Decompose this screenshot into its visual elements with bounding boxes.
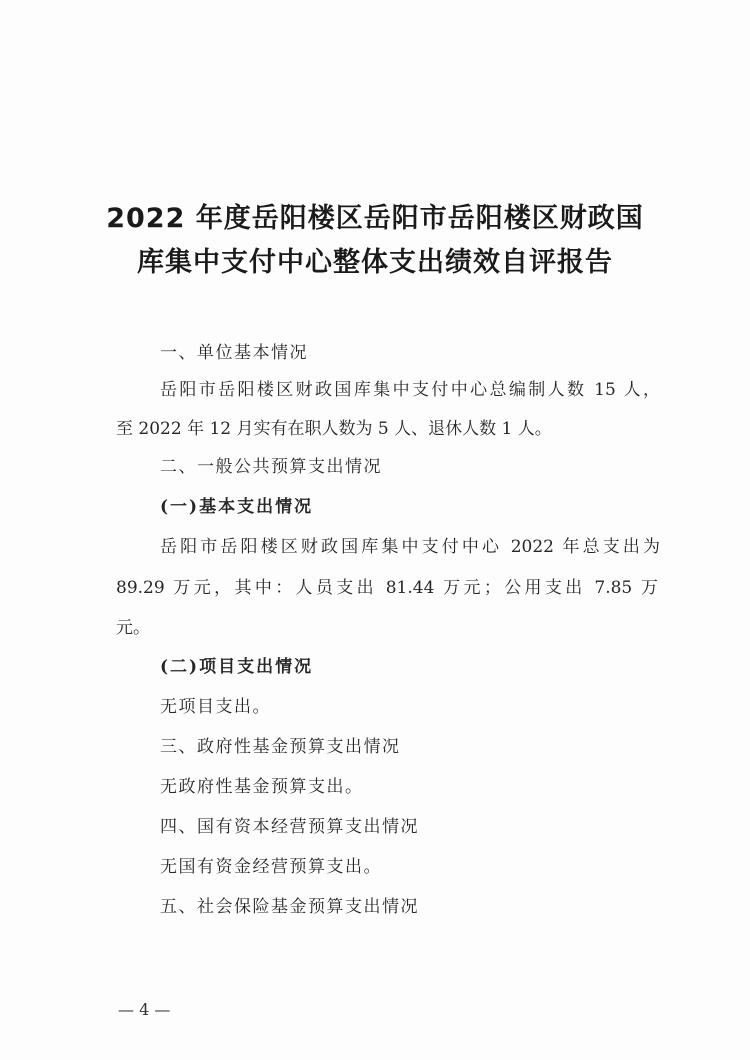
section-2-heading: 二、一般公共预算支出情况 (160, 457, 382, 477)
section-4-heading: 四、国有资本经营预算支出情况 (160, 817, 419, 837)
section-3-text: 无政府性基金预算支出。 (160, 777, 364, 797)
report-title-line-1: 2022 年度岳阳楼区岳阳市岳阳楼区财政国 (106, 203, 644, 234)
section-1-heading: 一、单位基本情况 (160, 343, 308, 363)
section-2-subsection-1-heading: (一)基本支出情况 (160, 497, 314, 517)
section-2-subsection-1-line-1: 岳阳市岳阳楼区财政国库集中支付中心 2022 年总支出为 (160, 537, 660, 557)
section-2-subsection-2-heading: (二)项目支出情况 (160, 657, 314, 677)
section-5-heading: 五、社会保险基金预算支出情况 (160, 897, 419, 917)
section-1-paragraph-line-1: 岳阳市岳阳楼区财政国库集中支付中心总编制人数 15 人， (160, 380, 660, 400)
page-number: — 4 — (118, 1000, 171, 1019)
report-title-line-2: 库集中支付中心整体支出绩效自评报告 (137, 247, 613, 278)
section-2-subsection-2-text: 无项目支出。 (160, 697, 271, 717)
section-4-text: 无国有资金经营预算支出。 (160, 857, 382, 877)
section-1-paragraph-line-2: 至 2022 年 12 月实有在职人数为 5 人、退休人数 1 人。 (116, 419, 552, 439)
section-3-heading: 三、政府性基金预算支出情况 (160, 737, 401, 757)
section-2-subsection-1-line-2: 89.29 万元，其中：人员支出 81.44 万元；公用支出 7.85 万 (116, 578, 658, 598)
section-2-subsection-1-line-3: 元。 (116, 618, 150, 638)
